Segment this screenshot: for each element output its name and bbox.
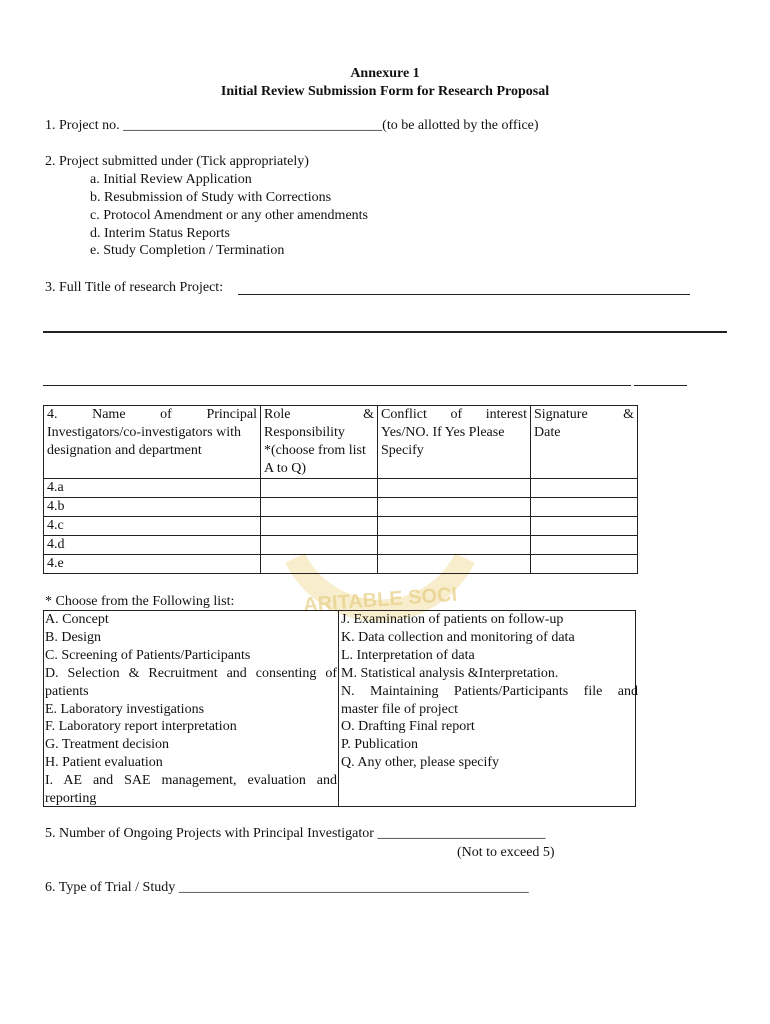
list-item: N. Maintaining Patients/Participants file and xyxy=(341,683,638,699)
row-label: 4.b xyxy=(44,498,261,517)
list-item: G. Treatment decision xyxy=(45,737,170,753)
conflict-cell[interactable] xyxy=(378,536,531,555)
project-no-note: (to be allotted by the office) xyxy=(382,118,539,133)
list-item: reporting xyxy=(45,791,97,807)
investigators-table xyxy=(43,405,638,574)
option-interim-status[interactable]: d. Interim Status Reports xyxy=(90,226,230,241)
list-item: patients xyxy=(45,683,89,699)
choose-list-right xyxy=(338,611,638,806)
list-item: O. Drafting Final report xyxy=(341,719,475,735)
row-label: 4.e xyxy=(44,555,261,574)
list-item: master file of project xyxy=(341,701,459,717)
option-protocol-amendment[interactable]: c. Protocol Amendment or any other amendments xyxy=(90,208,368,223)
list-item: H. Patient evaluation xyxy=(45,755,163,771)
option-resubmission[interactable]: b. Resubmission of Study with Corrections xyxy=(90,190,332,205)
full-title-blank-line-1[interactable] xyxy=(238,294,690,295)
row-label: 4.a xyxy=(44,479,261,498)
row-label: 4.d xyxy=(44,536,261,555)
project-no-field[interactable] xyxy=(45,118,539,134)
table-row xyxy=(44,555,638,574)
trial-type-blank: __________________________________________________ xyxy=(178,880,529,895)
signature-cell[interactable] xyxy=(531,555,638,574)
list-item: M. Statistical analysis &Interpretation. xyxy=(341,665,559,681)
svg-text:ARITABLE SOCI: ARITABLE SOCI xyxy=(302,583,458,617)
role-cell[interactable] xyxy=(261,479,378,498)
signature-cell[interactable] xyxy=(531,536,638,555)
table-row xyxy=(44,517,638,536)
table-row xyxy=(44,498,638,517)
list-item: A. Concept xyxy=(45,612,109,627)
row-label: 4.c xyxy=(44,517,261,536)
trial-type-label: 6. Type of Trial / Study xyxy=(45,880,179,895)
ongoing-projects-note: (Not to exceed 5) xyxy=(457,845,555,860)
list-item: Q. Any other, please specify xyxy=(341,755,500,771)
table-header-row xyxy=(44,406,638,479)
list-item: E. Laboratory investigations xyxy=(45,701,205,717)
annexure-heading: Annexure 1 xyxy=(350,66,420,81)
option-initial-review[interactable]: a. Initial Review Application xyxy=(90,172,252,187)
full-title-blank-line-3b[interactable] xyxy=(634,385,687,386)
choose-list-box xyxy=(43,610,636,807)
conflict-cell[interactable] xyxy=(378,479,531,498)
ongoing-projects-field[interactable] xyxy=(45,826,545,842)
ongoing-projects-label: 5. Number of Ongoing Projects with Principal Investigator xyxy=(45,826,378,841)
list-item: C. Screening of Patients/Participants xyxy=(45,647,251,663)
header-signature-date: Signature & Date xyxy=(531,406,638,479)
list-item: L. Interpretation of data xyxy=(341,647,475,663)
full-title-blank-line-2[interactable] xyxy=(43,331,727,333)
header-conflict-of-interest: Conflict of interest Yes/NO. If Yes Please Specify xyxy=(378,406,531,479)
full-title-label: 3. Full Title of research Project: xyxy=(45,280,224,295)
role-cell[interactable] xyxy=(261,555,378,574)
list-item: D. Selection & Recruitment and consenting of xyxy=(45,665,337,681)
conflict-cell[interactable] xyxy=(378,555,531,574)
list-item: I. AE and SAE management, evaluation and xyxy=(45,773,337,789)
full-title-blank-line-3[interactable] xyxy=(43,385,631,386)
project-no-blank: _____________________________________ xyxy=(123,118,383,133)
table-row xyxy=(44,479,638,498)
list-item: K. Data collection and monitoring of data xyxy=(341,629,575,645)
choose-list-heading: * Choose from the Following list: xyxy=(45,594,235,609)
signature-cell[interactable] xyxy=(531,517,638,536)
role-cell[interactable] xyxy=(261,498,378,517)
list-item: P. Publication xyxy=(341,737,419,753)
table-row xyxy=(44,536,638,555)
signature-cell[interactable] xyxy=(531,498,638,517)
role-cell[interactable] xyxy=(261,517,378,536)
signature-cell[interactable] xyxy=(531,479,638,498)
conflict-cell[interactable] xyxy=(378,498,531,517)
submission-type-label: 2. Project submitted under (Tick appropriately) xyxy=(45,154,309,169)
project-no-label: 1. Project no. xyxy=(45,118,124,133)
role-cell[interactable] xyxy=(261,536,378,555)
header-role: Role & Responsibility *(choose from list A to Q) xyxy=(261,406,378,479)
list-item: B. Design xyxy=(45,629,101,645)
page-title: Initial Review Submission Form for Research Proposal xyxy=(220,84,550,99)
list-item: F. Laboratory report interpretation xyxy=(45,719,237,735)
choose-list-left xyxy=(44,611,337,808)
list-item: J. Examination of patients on follow-up xyxy=(341,612,564,627)
conflict-cell[interactable] xyxy=(378,517,531,536)
header-investigator-name: 4. Name of Principal Investigators/co-investigators with designation and department xyxy=(44,406,261,479)
option-study-completion[interactable]: e. Study Completion / Termination xyxy=(90,243,285,258)
ongoing-projects-blank: ________________________ xyxy=(377,826,546,841)
trial-type-field[interactable] xyxy=(45,880,529,896)
